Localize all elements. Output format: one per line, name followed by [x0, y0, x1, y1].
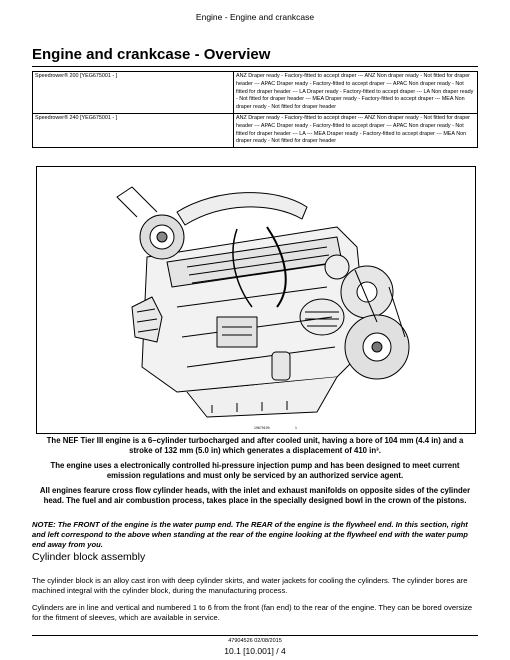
note-paragraph: NOTE: The FRONT of the engine is the water pump end. The REAR of the engine is the flywheel end. In this section, right and left correspond to the above when standing at the rear of the engine looking at the flywheel end with the water pump end away from you.: [32, 520, 468, 549]
engine-drawing: [37, 167, 475, 433]
description-cell: ANZ Draper ready - Factory-fitted to accept draper --- ANZ Non draper ready - Not fitted for draper header --- APAC Draper ready - Factory-fitted to accept draper --- APAC Non draper ready - Not fitted for draper header --- LA --- MEA Draper ready - Factory-fitted to accept draper --- MEA Non draper ready - Not fitted for draper header: [234, 113, 478, 147]
applicability-table: [32, 71, 478, 148]
page-number: 10.1 [10.001] / 4: [224, 646, 286, 656]
title-divider: [32, 66, 478, 67]
model-cell: Speedrower® 200 [YEG675001 - ]: [33, 72, 234, 114]
model-cell: Speedrower® 240 [YEG675001 - ]: [33, 113, 234, 147]
injection-paragraph: The engine uses a electronically controlled hi-pressure injection pump and has been designed to meet current emission regulations and must only be serviced by an authorized service agent.: [50, 461, 460, 480]
footer-divider: [32, 635, 478, 636]
description-cell: ANZ Draper ready - Factory-fitted to accept draper --- ANZ Non draper ready - Not fitted for draper header --- APAC Draper ready - Factory-fitted to accept draper --- APAC Non draper ready - Not fitted for draper header --- LA Draper ready - Factory-fitted to accept draper --- LA Non draper ready - Not fitted for draper header --- MEA Draper ready - Factory-fitted to accept draper --- MEA Non draper ready - Not fitted for draper header: [234, 72, 478, 114]
figure-number: 1: [295, 426, 297, 430]
engine-illustration: [36, 166, 476, 434]
cylinder-block-paragraph: The cylinder block is an alloy cast iron with deep cylinder skirts, and water jackets for cooling the cylinders. The cylinder bores are machined integral with the cylinder block, during the manufacturing process.: [32, 576, 468, 595]
cylinders-paragraph: Cylinders are in line and vertical and numbered 1 to 6 from the front (fan end) to the rear of the engine. They can be bored oversize for the fitment of sleeves, which are available in service.: [32, 603, 473, 622]
running-header: Engine - Engine and crankcase: [195, 12, 315, 22]
page-title: Engine and crankcase - Overview: [32, 46, 271, 63]
figure-code: 19679199: [254, 426, 270, 430]
cylinder-heads-paragraph: All engines fearure cross flow cylinder heads, with the inlet and exhaust manifolds on opposite sides of the cylinder head. The fuel and air combustion process, takes place in the specially designed bowl in the crown of the pistons.: [39, 486, 471, 505]
table-row: [33, 113, 478, 147]
intro-paragraph: The NEF Tier III engine is a 6–cylinder turbocharged and after cooled unit, having a bore of 104 mm (4.4 in) and a stroke of 132 mm (5.0 in) which generates a displacement of 410 in³.: [46, 436, 464, 455]
table-row: [33, 72, 478, 114]
footer-reference: 47904526 02/08/2015: [228, 638, 282, 644]
section-heading: Cylinder block assembly: [32, 551, 146, 563]
